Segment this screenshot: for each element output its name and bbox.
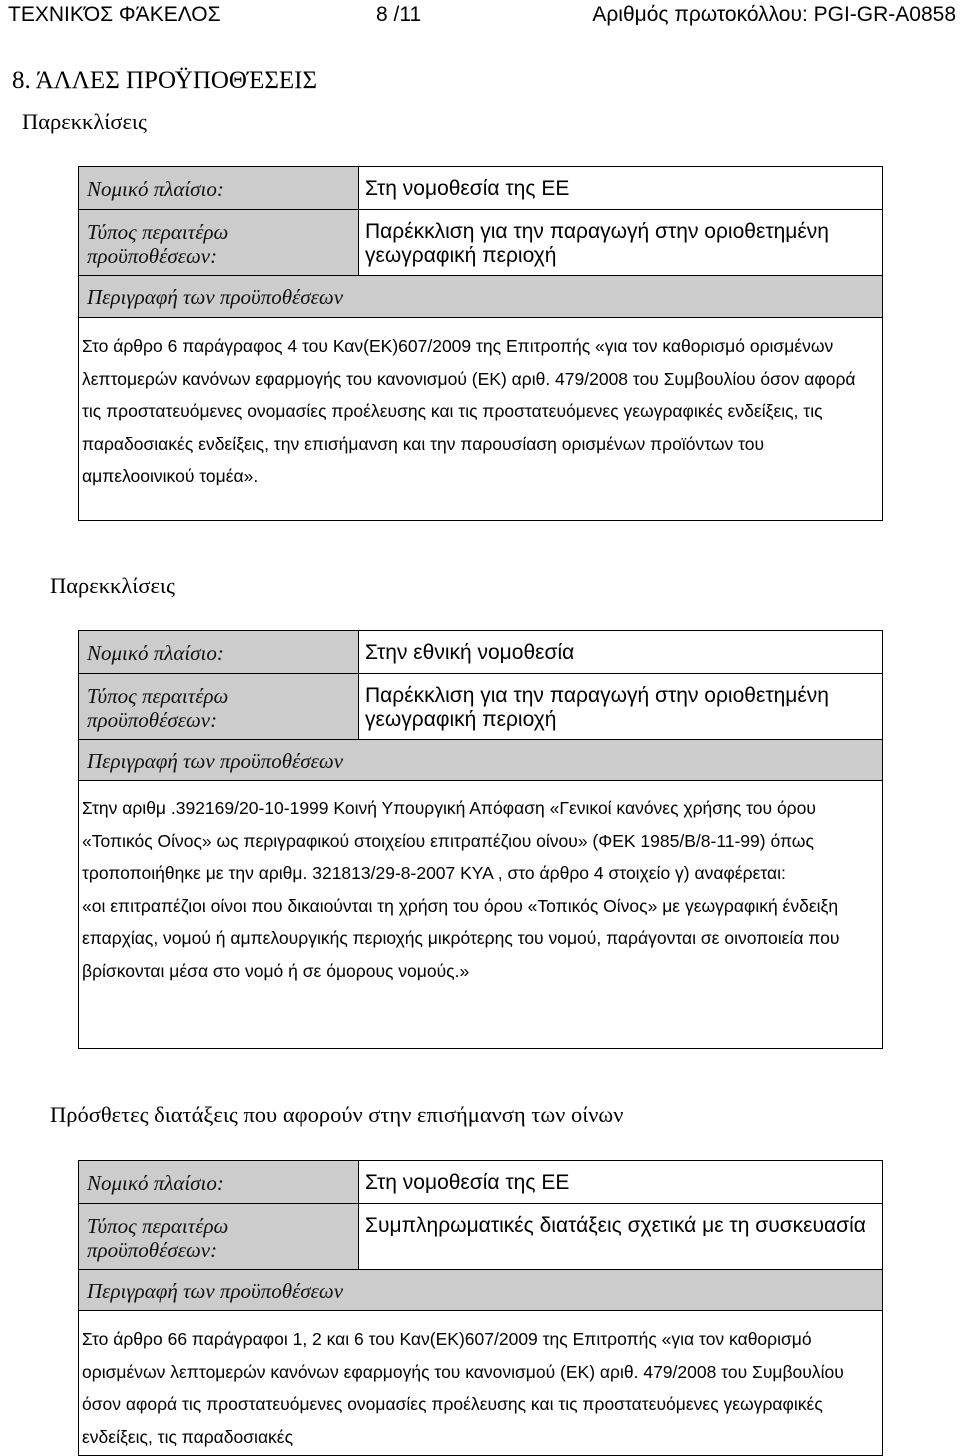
- block-2-heading: Παρεκκλίσεις: [50, 573, 175, 598]
- block-1-heading: Παρεκκλίσεις: [22, 109, 147, 134]
- block-3-table: [78, 1160, 883, 1456]
- legal-framework-label: Νομικό πλαίσιο:: [79, 631, 359, 674]
- description-paragraph-2: «οι επιτραπέζιοι οίνοι που δικαιούνται τη χρήση του όρου «Τοπικός Οίνος» με γεωγραφική ένδειξη επαρχίας, νομού ή αμπελουργικής περιοχής μικρότερης του νομού, παράγονται σε οινοποιεία που βρίσκονται μέσα στο νομό ή σε όμορους νομούς.»: [82, 895, 840, 981]
- description-label: Περιγραφή των προϋποθέσεων: [79, 1270, 883, 1311]
- description-paragraph-1: Στην αριθμ .392169/20-10-1999 Κοινή Υπουργική Απόφαση «Γενικοί κανόνες χρήσης του όρου «Τοπικός Οίνος» ως περιγραφικού στοιχείου επιτραπέζιου οίνου» (ΦΕΚ 1985/Β/8-11-99) όπως τροποποιήθηκε με την αριθμ. 321813/29-8-2007 ΚΥΑ , στο άρθρο 4 στοιχείο γ) αναφέρεται:: [82, 798, 816, 883]
- description-label: Περιγραφή των προϋποθέσεων: [79, 276, 883, 318]
- block-2-table: [78, 630, 883, 1049]
- condition-type-value: Παρέκκλιση για την παραγωγή στην οριοθετημένη γεωγραφική περιοχή: [359, 674, 883, 740]
- legal-framework-label: Νομικό πλαίσιο:: [79, 1161, 359, 1204]
- legal-framework-value: Στη νομοθεσία της ΕΕ: [359, 167, 883, 210]
- description-label: Περιγραφή των προϋποθέσεων: [79, 740, 883, 781]
- legal-framework-value: Στην εθνική νομοθεσία: [359, 631, 883, 674]
- condition-type-value: Παρέκκλιση για την παραγωγή στην οριοθετημένη γεωγραφική περιοχή: [359, 210, 883, 276]
- condition-type-label: Τύπος περαιτέρω προϋποθέσεων:: [79, 210, 359, 276]
- block-3-heading: Πρόσθετες διατάξεις που αφορούν στην επισήμανση των οίνων: [50, 1102, 624, 1127]
- description-text: Στο άρθρο 6 παράγραφος 4 του Καν(ΕΚ)607/2009 της Επιτροπής «για τον καθορισμό ορισμένων λεπτομερών κανόνων εφαρμογής του κανονισμού (ΕΚ) αριθ. 479/2008 του Συμβουλίου όσον αφορά τις προστατευόμενες ονομασίες προέλευσης και τις προστατευόμενες γεωγραφικές ενδείξεις, τις παραδοσιακές ενδείξεις, την επισήμανση και την παρουσίαση ορισμένων προϊόντων του αμπελοοινικού τομέα».: [79, 318, 883, 521]
- legal-framework-label: Νομικό πλαίσιο:: [79, 167, 359, 210]
- description-text: Στο άρθρο 66 παράγραφοι 1, 2 και 6 του Καν(ΕΚ)607/2009 της Επιτροπής «για τον καθορισμό ορισμένων λεπτομερών κανόνων εφαρμογής του κανονισμού (ΕΚ) αριθ. 479/2008 του Συμβουλίου όσον αφορά τις προστατευόμενες ονομασίες προέλευσης και τις προστατευόμενες γεωγραφικές ενδείξεις, τις παραδοσιακές: [79, 1311, 883, 1456]
- page-number: 8 /11: [376, 3, 422, 26]
- description-text: [79, 781, 883, 1049]
- page-header: [0, 0, 960, 30]
- block-1-table: [78, 166, 883, 521]
- condition-type-label: Τύπος περαιτέρω προϋποθέσεων:: [79, 674, 359, 740]
- condition-type-value: Συμπληρωματικές διατάξεις σχετικά με τη συσκευασία: [359, 1204, 883, 1270]
- protocol-number: Αριθμός πρωτοκόλλου: PGI-GR-A0858: [592, 3, 956, 26]
- section-title: 8. ΆΛΛΕΣ ΠΡΟΫΠΟΘΈΣΕΙΣ: [12, 67, 318, 94]
- legal-framework-value: Στη νομοθεσία της ΕΕ: [359, 1161, 883, 1204]
- condition-type-label: Τύπος περαιτέρω προϋποθέσεων:: [79, 1204, 359, 1270]
- document-type: ΤΕΧΝΙΚΌΣ ΦΆΚΕΛΟΣ: [8, 3, 221, 26]
